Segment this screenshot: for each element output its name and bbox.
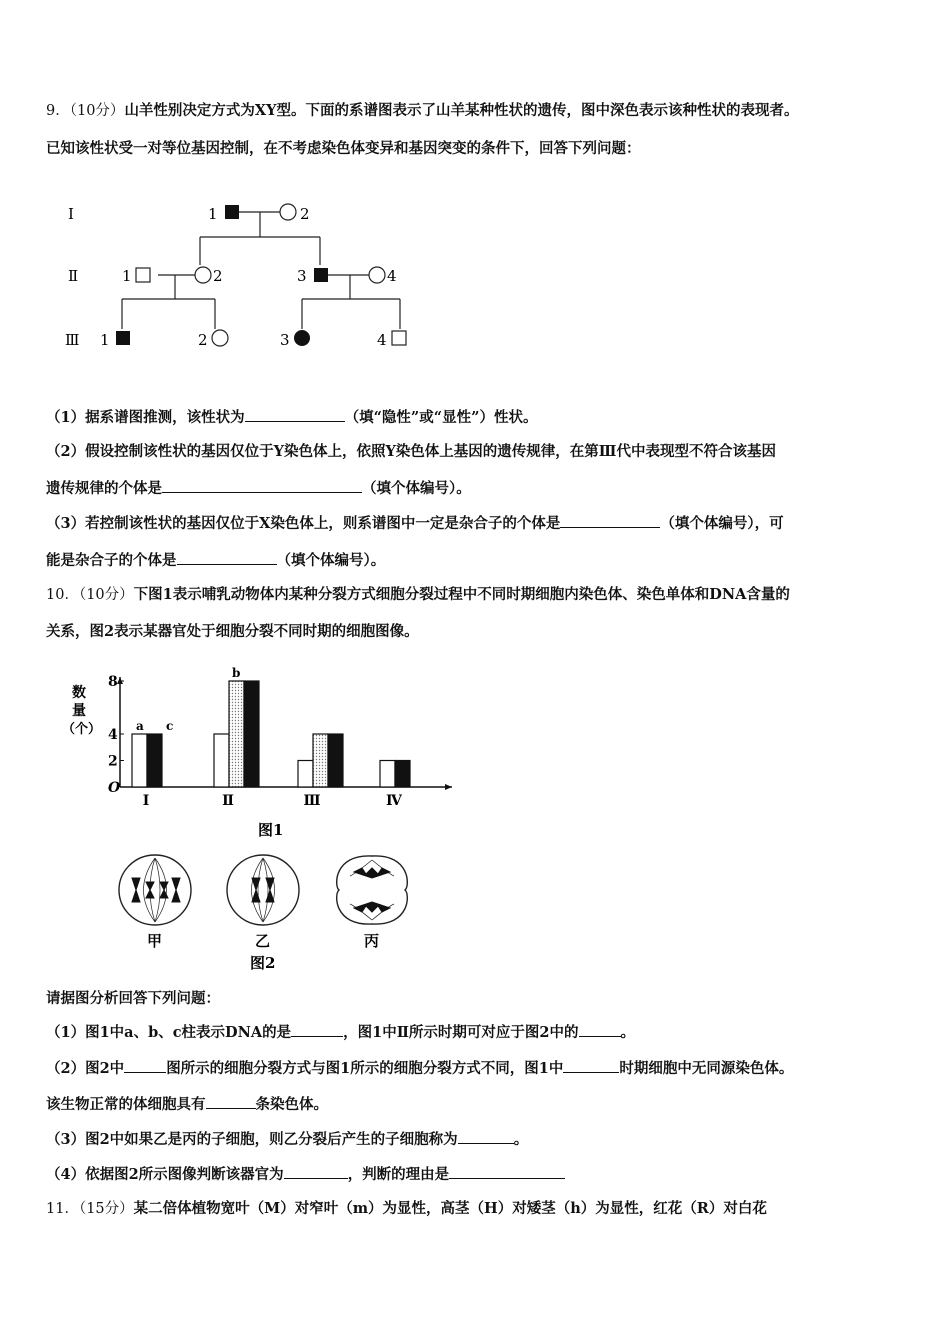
q10-p2-blank-1[interactable] [124, 1058, 166, 1073]
bar-c-2 [244, 681, 259, 787]
x-tick-label-2: Ⅱ [222, 793, 234, 809]
q10-p2-text-d: 该生物正常的体细胞具有 [46, 1096, 206, 1113]
q10-p1-blank-1[interactable] [291, 1022, 343, 1037]
gen-I-label: Ⅰ [68, 205, 74, 223]
q10-number: 10．（10分） [46, 587, 134, 603]
gen-III-label: Ⅲ [65, 331, 80, 349]
q9-p3-text-d: （填个体编号）。 [276, 552, 386, 569]
q9-number: 9．（10分） [46, 103, 125, 119]
q10-p3-text-b: 。 [513, 1131, 529, 1148]
q9-p2-text-b: 遗传规律的个体是 [46, 480, 162, 497]
I-2-normal-female [280, 204, 296, 220]
bar-a-1 [132, 734, 147, 787]
gen-II-label: Ⅱ [68, 267, 79, 285]
III-3-affected-female [294, 330, 310, 346]
q9-p2-text-c: （填个体编号）。 [362, 480, 471, 497]
q10-p1-text-b: ，图1中Ⅱ所示时期可对应于图2中的 [343, 1024, 579, 1041]
q10-p4-blank-1[interactable] [284, 1164, 348, 1179]
q9-p3-text-a: （3）若控制该性状的基因仅位于X染色体上，则系谱图中一定是杂合子的个体是 [46, 515, 561, 532]
q10-p2-text-a: （2）图2中 [46, 1060, 125, 1077]
q10-p3-text-a: （3）图2中如果乙是丙的子细胞，则乙分裂后产生的子细胞称为 [46, 1131, 458, 1148]
series-a-label: a [136, 719, 144, 733]
pedigree-chart [60, 195, 420, 360]
bar-b-3 [313, 734, 328, 787]
III-2-label: 2 [198, 331, 208, 349]
figure-2-caption: 图2 [250, 954, 276, 972]
y-axis-label-1: 数 [72, 685, 86, 701]
q10-part1 [46, 1022, 635, 1043]
III-1-label: 1 [100, 331, 110, 349]
bar-a-4 [380, 761, 395, 788]
y-axis-label-3: （个） [62, 722, 102, 737]
q9-p3-blank-2[interactable] [177, 550, 277, 565]
II-2-label: 2 [213, 267, 223, 285]
y-tick-label: 2 [108, 753, 118, 770]
II-1-label: 1 [122, 267, 132, 285]
y-tick-label: 8 [108, 674, 118, 690]
cell-bing-membrane [337, 856, 408, 924]
q10-p2-text-e: 条染色体。 [255, 1096, 328, 1113]
q9-p1-blank[interactable] [245, 407, 345, 422]
q10-p2-text-c: 时期细胞中无同源染色体。 [619, 1060, 794, 1077]
bar-a-2 [214, 734, 229, 787]
q11-stem-1: 某二倍体植物宽叶（M）对窄叶（m）为显性，高茎（H）对矮茎（h）为显性，红花（R）对白花 [133, 1200, 767, 1217]
q9-part3 [46, 513, 784, 534]
figure-1-bar-chart [60, 665, 460, 845]
q9-stem-2: 已知该性状受一对等位基因控制，在不考虑染色体变异和基因突变的条件下，回答下列问题： [46, 140, 641, 157]
q9-p1-text-a: （1）据系谱图推测，该性状为 [46, 409, 245, 426]
q10-stem-2: 关系，图2表示某器官处于细胞分裂不同时期的细胞图像。 [46, 623, 419, 640]
figure-1-caption: 图1 [258, 821, 284, 839]
q9-line1 [46, 101, 799, 121]
II-3-label: 3 [297, 267, 307, 285]
q9-p3-text-c: 能是杂合子的个体是 [46, 552, 177, 569]
III-4-label: 4 [377, 331, 387, 349]
II-3-affected-male [314, 268, 328, 282]
I-1-affected-male [225, 205, 239, 219]
figure-2-cells [110, 848, 430, 978]
q10-intro: 请据图分析回答下列问题： [46, 990, 220, 1007]
y-tick-label: 4 [108, 727, 118, 743]
q9-p3-blank-1[interactable] [560, 513, 660, 528]
q10-part2 [46, 1058, 793, 1079]
q9-part1 [46, 407, 537, 428]
q10-p4-text-a: （4）依据图2所示图像判断该器官为 [46, 1166, 284, 1183]
cell-jia-label: 甲 [147, 932, 163, 950]
I-1-label: 1 [208, 205, 218, 223]
series-c-label: c [166, 719, 174, 733]
y-tick-label: O [108, 780, 121, 796]
q10-p2-blank-2[interactable] [563, 1058, 619, 1073]
II-2-normal-female [195, 267, 211, 283]
bar-c-1 [147, 734, 162, 787]
q10-line1 [46, 585, 790, 605]
q9-part2-cont [46, 478, 471, 499]
II-4-label: 4 [387, 267, 397, 285]
q10-p4-blank-2[interactable] [449, 1164, 565, 1179]
cell-jia-membrane [119, 855, 191, 925]
III-3-label: 3 [280, 331, 290, 349]
cell-yi-label: 乙 [255, 932, 271, 950]
series-b-label: b [232, 666, 241, 680]
q10-stem-1: 下图1表示哺乳动物体内某种分裂方式细胞分裂过程中不同时期细胞内染色体、染色单体和DNA含量的 [133, 586, 790, 603]
q11-number: 11．（15分） [46, 1201, 134, 1217]
q10-p4-text-b: ，判断的理由是 [347, 1166, 450, 1183]
cell-yi-membrane [227, 855, 299, 925]
q9-part3-cont [46, 550, 385, 571]
y-axis-label-2: 量 [72, 703, 86, 719]
x-tick-label-4: Ⅳ [386, 793, 402, 809]
q10-p1-text-a: （1）图1中a、b、c柱表示DNA的是 [46, 1024, 292, 1041]
III-1-affected-male [116, 331, 130, 345]
q10-p2-blank-3[interactable] [206, 1094, 256, 1109]
q10-p1-text-c: 。 [620, 1024, 636, 1041]
q10-part4 [46, 1164, 565, 1185]
q9-p2-text-a: （2）假设控制该性状的基因仅位于Y染色体上，依照Y染色体上基因的遗传规律，在第Ⅲ代中表现型不符合该基因 [46, 443, 776, 460]
q10-part3 [46, 1129, 528, 1150]
III-4-normal-male [392, 331, 406, 345]
x-tick-label-1: Ⅰ [142, 793, 150, 809]
q10-p2-text-b: 图所示的细胞分裂方式与图1所示的细胞分裂方式不同，图1中 [166, 1060, 564, 1077]
II-1-normal-male [136, 268, 150, 282]
q10-part2-cont [46, 1094, 328, 1115]
q9-p2-blank[interactable] [162, 478, 362, 493]
q9-p3-text-b: （填个体编号），可 [660, 515, 784, 532]
I-2-label: 2 [300, 205, 310, 223]
III-2-normal-female [212, 330, 228, 346]
bar-a-3 [298, 761, 313, 788]
q10-p1-blank-2[interactable] [579, 1022, 621, 1037]
bar-c-4 [395, 761, 410, 788]
bar-b-2 [229, 681, 244, 787]
cell-bing-label: 丙 [364, 932, 380, 950]
q11-line1 [46, 1199, 767, 1219]
q10-p3-blank[interactable] [458, 1129, 514, 1144]
q9-p1-text-b: （填“隐性”或“显性”）性状。 [344, 409, 538, 426]
II-4-normal-female [369, 267, 385, 283]
x-axis-arrow [445, 784, 452, 790]
q9-stem-1: 山羊性别决定方式为XY型。下面的系谱图表示了山羊某种性状的遗传，图中深色表示该种性状的表现者。 [124, 102, 799, 119]
bar-c-3 [328, 734, 343, 787]
x-tick-label-3: Ⅲ [303, 793, 321, 809]
